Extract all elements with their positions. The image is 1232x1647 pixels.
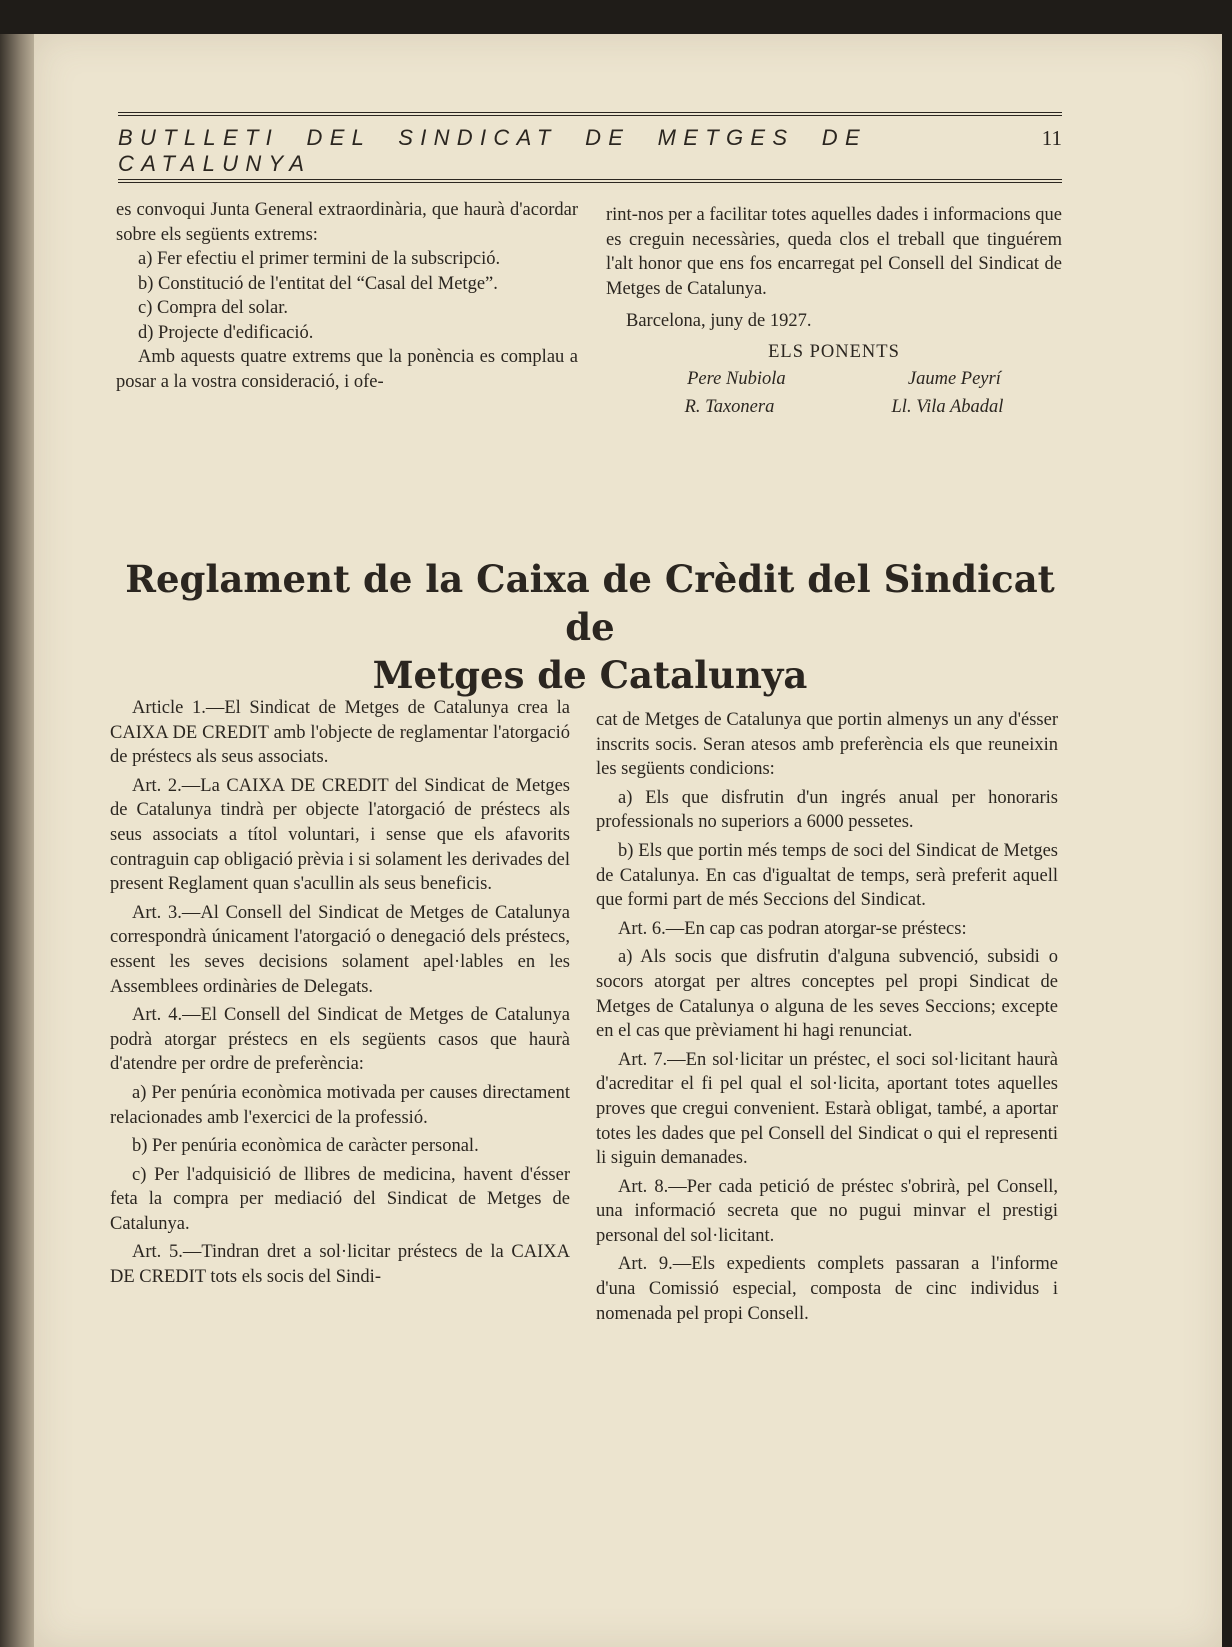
article-paragraph: Article 1.—El Sindicat de Metges de Catalunya crea la CAIXA DE CREDIT amb l'objecte de reglamentar l'atorgació de préstecs als seus associats. [110,698,570,768]
journal-title: BUTLLETI DEL SINDICAT DE METGES DE CATALUNYA [118,125,867,176]
article-paragraph: Art. 6.—En cap cas podran atorgar-se préstecs: [618,918,967,939]
list-item: b) Els que portin més temps de soci del Sindicat de Metges de Catalunya. En cas d'igualtat de temps, serà preferit aquell que formi part de més Seccions del Sindicat. [596,840,1058,911]
list-item: d) Projecte d'edificació. [138,322,314,343]
list-item: c) Per l'adquisició de llibres de medicina, havent d'ésser feta la compra per mediació del Sindicat de Metges de Catalunya. [110,1164,570,1234]
running-header [118,112,1062,185]
article-paragraph: Art. 3.—Al Consell del Sindicat de Metges de Catalunya correspondrà únicament l'atorgació o denegació dels préstecs, essent les seves decisions solament apel·lables en les Assemblees ordinàries de Delegats. [110,902,570,997]
article-paragraph: Art. 8.—Per cada petició de préstec s'obrirà, pel Consell, una informació secreta que no pugui minvar el prestigi personal del sol·licitant. [596,1176,1058,1246]
list-item: a) Als socis que disfrutin d'alguna subvenció, subsidi o socors atorgat per altres conceptes pel propi Sindicat de Metges de Catalunya o alguna de les seves Seccions; excepte en el cas que prèviament hi hagi renunciat. [596,947,1058,1042]
signature: Ll. Vila Abadal [891,396,1004,417]
article-paragraph: Art. 2.—La CAIXA DE CREDIT del Sindicat de Metges de Catalunya tindrà per objecte l'atorgació de préstecs als seus associats a títol voluntari, i sense que els afavorits contraguin cap obligació prèvia i si solament les derivades del present Reglament quan s'acullin als seus beneficis. [110,775,570,895]
signature: Jaume Peyrí [907,369,1001,389]
signature: Pere Nubiola [687,369,786,389]
list-item: a) Fer efectiu el primer termini de la subscripció. [138,249,501,269]
top-right-column [606,203,1062,419]
signature-row [606,395,1062,420]
list-item: a) Per penúria econòmica motivada per causes directament relacionades amb l'exercici de la professió. [110,1082,570,1128]
signature: R. Taxonera [684,396,775,417]
article-paragraph: Art. 5.—Tindran dret a sol·licitar préstecs de la CAIXA DE CREDIT tots els socis del Sindi- [110,1242,570,1288]
paragraph: Amb aquests quatre extrems que la ponència es complau a posar a la vostra consideració, i ofe- [116,347,578,392]
article-paragraph: Art. 7.—En sol·licitar un préstec, el soci sol·licitant haurà d'acreditar el fi pel qual el sol·licita, aportant totes aquelles proves que cregui convenient. Estarà obligat, també, a aportar totes les dades que pel Consell del Sindicat o qui el representi li siguin demanades. [596,1049,1058,1169]
bottom-right-column [596,708,1058,1330]
article-paragraph: Art. 4.—El Consell del Sindicat de Metges de Catalunya podrà atorgar préstecs en els següents casos que haurà d'atendre per ordre de preferència: [110,1005,570,1075]
article-title [118,555,1062,699]
signature-row [606,367,1062,392]
list-item: b) Per penúria econòmica de caràcter personal. [132,1136,479,1157]
article-paragraph: cat de Metges de Catalunya que portin almenys un any d'ésser inscrits socis. Seran atesos amb preferència els que reuneixin les següents condicions: [596,710,1058,780]
place-date: Barcelona, juny de 1927. [626,311,812,331]
list-item: c) Compra del solar. [138,298,289,318]
bottom-left-column [110,696,570,1294]
paragraph: rint-nos per a facilitar totes aquelles dades i informacions que es creguin necessàries, queda clos el treball que tinguérem l'alt honor que ens fos encarregat pel Consell del Sindicat de Metges de Catalunya. [606,205,1062,299]
article-title-line: Metges de Catalunya [372,653,808,697]
top-left-column [116,198,578,394]
article-title-line: Reglament de la Caixa de Crèdit del Sindicat de [125,557,1055,649]
list-item: a) Els que disfrutin d'un ingrés anual per honoraris professionals no superiors a 6000 pessetes. [596,787,1058,833]
paragraph: es convoqui Junta General extraordinària, que haurà d'acordar sobre els següents extrems: [116,200,578,245]
ponents-heading: ELS PONENTS [768,341,900,362]
book-binding [0,34,34,1647]
article-paragraph: Art. 9.—Els expedients complets passaran a l'informe d'una Comissió especial, composta de cinc individus i nomenada pel propi Consell. [596,1254,1058,1324]
list-item: b) Constitució de l'entitat del “Casal del Metge”. [138,273,498,294]
header-rule-bottom [118,179,1062,185]
page-number: 11 [1041,126,1062,150]
